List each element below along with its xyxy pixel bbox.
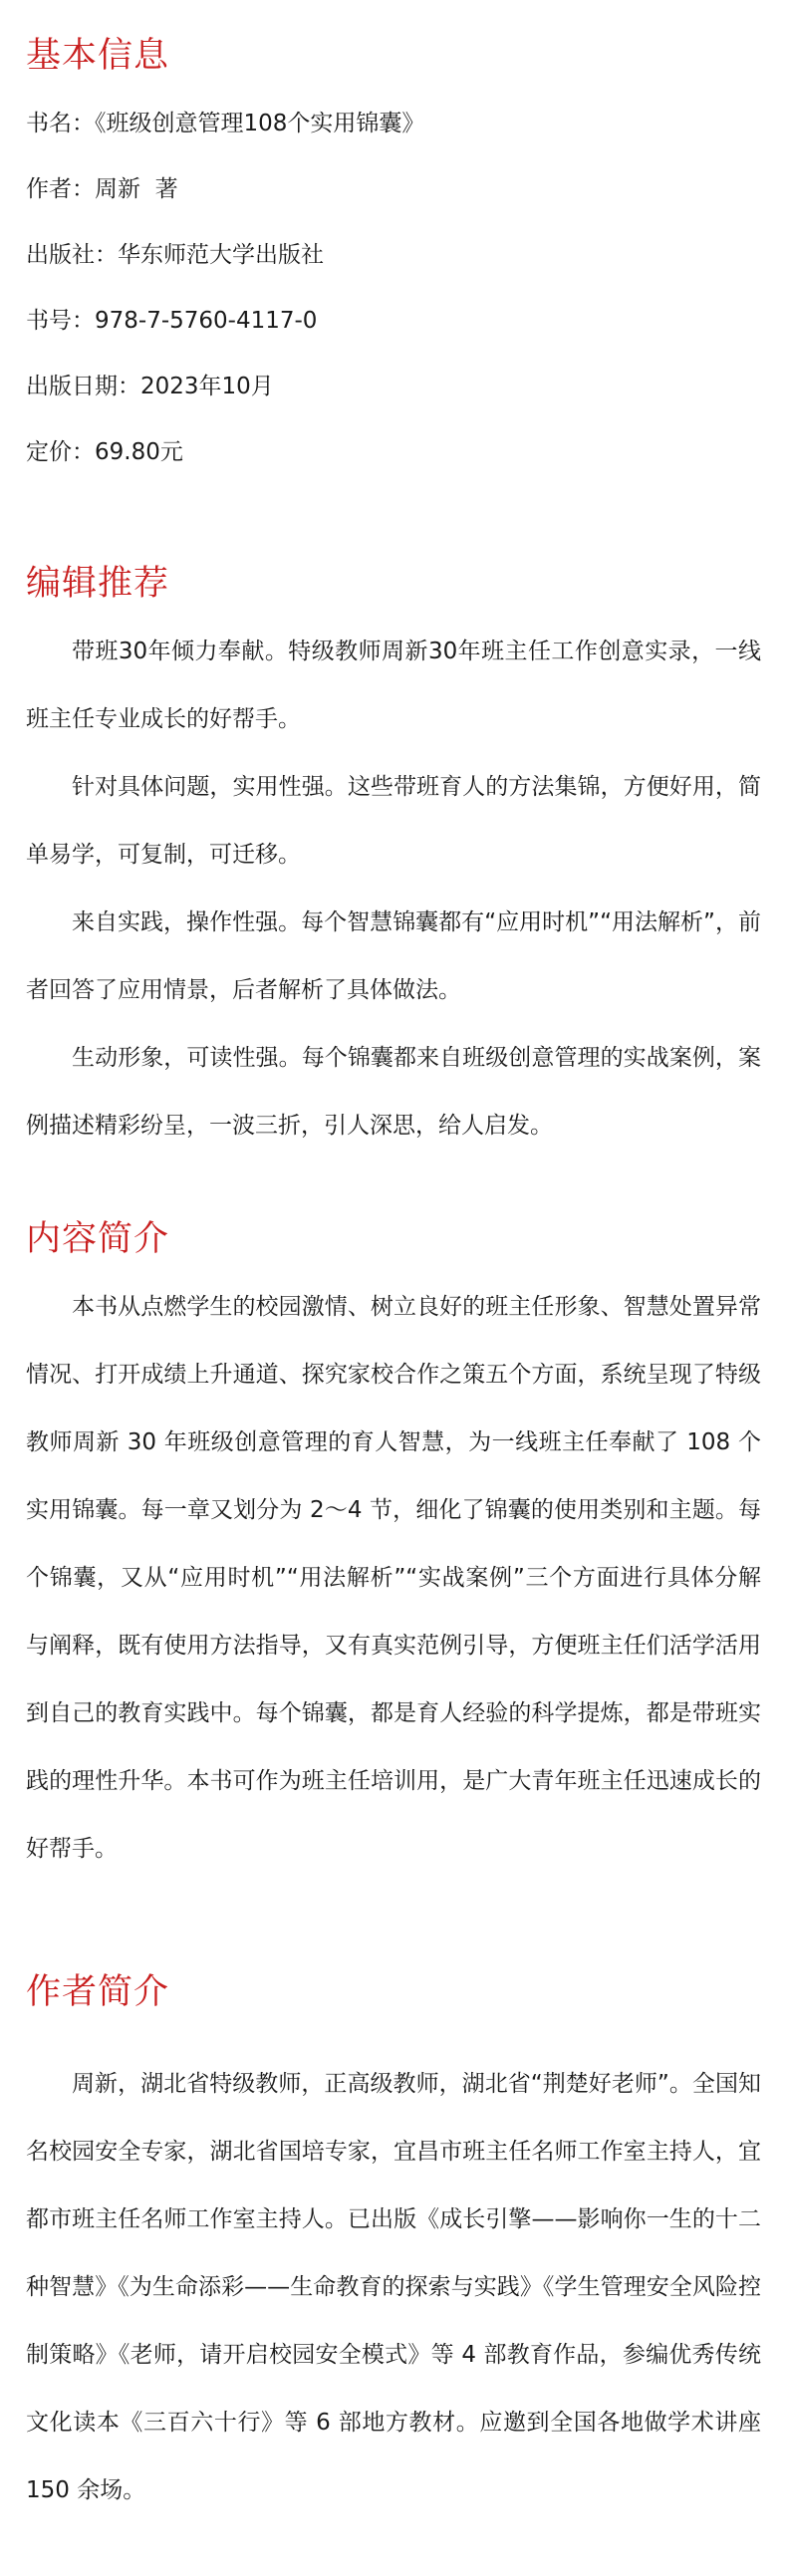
editor-recommendation-heading: 编辑推荐 (26, 564, 170, 604)
content-intro-paragraph: 本书从点燃学生的校园激情、树立良好的班主任形象、智慧处置异常情况、打开成绩上升通道、探究家校合作之策五个方面，系统呈现了特级教师周新 30 年班级创意管理的育人智慧，为一线班主任奉献了 108 个实用锦囊。每一章又划分为 2～4 节，细化了锦囊的使用类别和主题。每个锦囊，又从“应用时机”“用法解析”“实战案例”三个方面进行具体分解与阐释，既有使用方法指导，又有真实范例引导，方便班主任们活学活用到自己的教育实践中。每个锦囊，都是育人经验的科学提炼，都是带班实践的理性升华。本书可作为班主任培训用，是广大青年班主任迅速成长的好帮手。 (26, 1294, 761, 1862)
info-row-author (26, 173, 178, 205)
info-label: 书名： (26, 111, 95, 136)
info-label: 出版日期： (26, 374, 140, 399)
basic-info-heading: 基本信息 (26, 36, 170, 76)
info-row-book-name (26, 108, 424, 139)
editor-recommendation-paragraph: 生动形象，可读性强。每个锦囊都来自班级创意管理的实战案例，案例描述精彩纷呈，一波三折，引人深思，给人启发。 (26, 1045, 761, 1139)
info-value: 69.80元 (95, 439, 183, 465)
info-row-isbn (26, 305, 317, 337)
info-value: 2023年10月 (140, 374, 274, 399)
info-label: 书号： (26, 308, 95, 334)
info-value: 华东师范大学出版社 (118, 242, 324, 268)
author-intro-heading: 作者简介 (26, 1972, 170, 2012)
info-label: 出版社： (26, 242, 118, 268)
editor-recommendation-paragraph: 带班30年倾力奉献。特级教师周新30年班主任工作创意实录，一线班主任专业成长的好帮手。 (26, 639, 761, 732)
author-intro-paragraph: 周新，湖北省特级教师，正高级教师，湖北省“荆楚好老师”。全国知名校园安全专家，湖北省国培专家，宜昌市班主任名师工作室主持人，宜都市班主任名师工作室主持人。已出版《成长引擎——影响你一生的十二种智慧》《为生命添彩——生命教育的探索与实践》《学生管理安全风险控制策略》《老师，请开启校园安全模式》等 4 部教育作品，参编优秀传统文化读本《三百六十行》等 6 部地方教材。应邀到全国各地做学术讲座 150 余场。 (26, 2071, 761, 2503)
info-row-price (26, 436, 183, 468)
info-value: 《班级创意管理108个实用锦囊》 (95, 111, 425, 136)
info-label: 定价： (26, 439, 95, 465)
content-intro-heading: 内容简介 (26, 1219, 170, 1259)
info-row-publish-date (26, 371, 274, 402)
info-value: 978-7-5760-4117-0 (95, 308, 318, 334)
info-row-publisher (26, 239, 324, 271)
info-label: 作者： (26, 176, 95, 202)
info-value: 周新 著 (95, 176, 178, 202)
editor-recommendation-paragraph: 来自实践，操作性强。每个智慧锦囊都有“应用时机”“用法解析”，前者回答了应用情景，后者解析了具体做法。 (26, 909, 761, 1003)
editor-recommendation-paragraph: 针对具体问题，实用性强。这些带班育人的方法集锦，方便好用，简单易学，可复制，可迁移。 (26, 774, 761, 868)
